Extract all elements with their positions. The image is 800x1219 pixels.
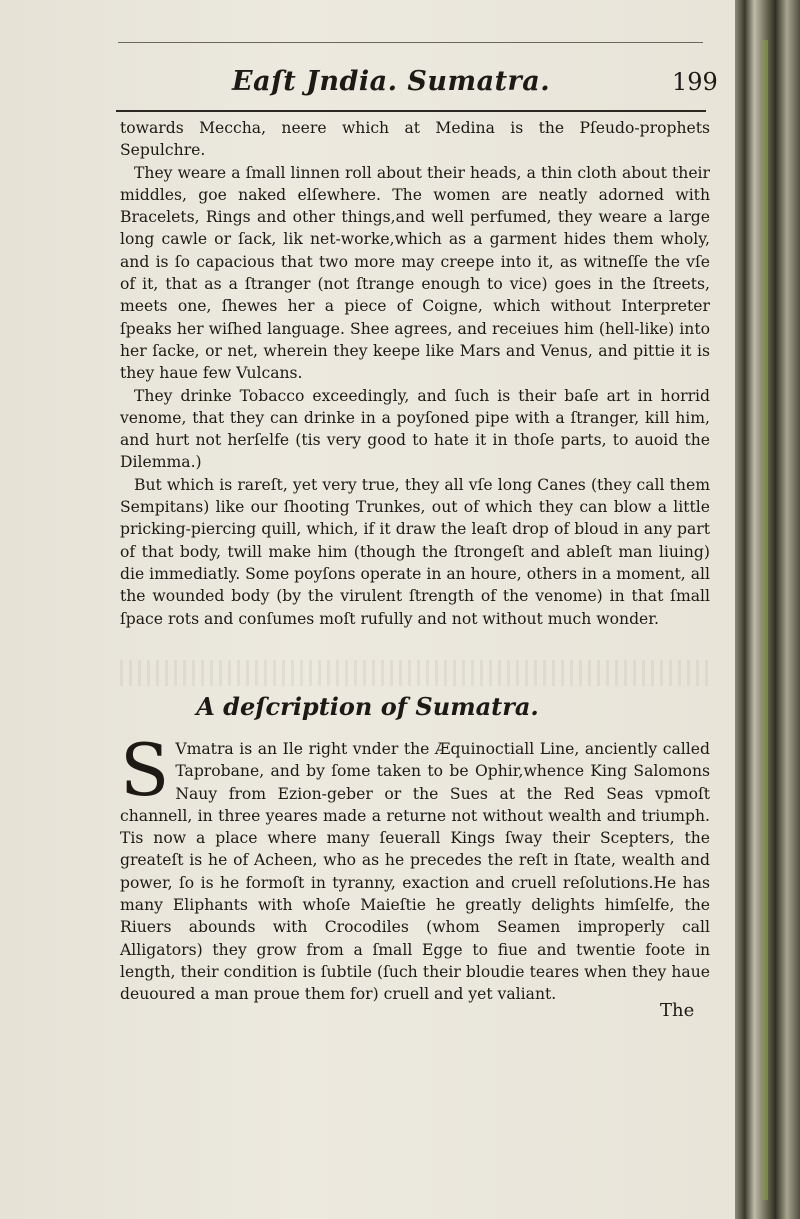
- drop-cap: S: [120, 728, 170, 812]
- top-edge-rule: [118, 42, 703, 43]
- section-paragraph: Vmatra is an Ile right vnder the Æquinoctiall Line, anciently called Taprobane, and by ſome taken to be Ophir,whence King Salomons Nauy from Ezion-geber or the Sues at the Red Seas vpmoſt channell, in three yeares made a returne not without wealth and triumph. Tis now a place where many ſeuerall Kings ſway their Scepters, the greateſt is he of Acheen, who as he precedes the reſt in ſtate, wealth and power, ſo is he formoſt in tyranny, exaction and cruell reſolutions.He has many Eliphants with whoſe Maieſtie he greatly delights himſelfe, the Riuers abounds with Crocodiles (whom Seamen improperly call Alligators) they grow from a ſmall Egge to fiue and twentie foote in length, their condition is ſubtile (ſuch their bloudie teares when they haue deuoured a man proue them for) cruell and yet valiant.: [120, 740, 710, 1004]
- section-text: [120, 728, 710, 1006]
- running-head-title: Eaſt Jndia. Sumatra.: [232, 66, 551, 97]
- paragraph: towards Meccha, neere which at Medina is the Pſeudo-prophets Sepulchre.: [120, 119, 710, 160]
- body-text: [120, 117, 710, 630]
- paragraph: They weare a ſmall linnen roll about their heads, a thin cloth about their middles, goe naked elſewhere. The women are neatly adorned with Bracelets, Rings and other things,and well perfumed, they weare a large long cawle or ſack, lik net-worke,which as a garment hides them wholy, and is ſo capacious that two more may creepe into it, as witneſſe the vſe of it, that as a ſtranger (not ſtrange enough to vice) goes in the ſtreets, meets one, ſhewes her a piece of Coigne, which without Interpreter ſpeaks her wiſhed language. Shee agrees, and receiues him (hell-like) into her ſacke, or net, wherein they keepe like Mars and Venus, and pittie it is they haue few Vulcans.: [120, 163, 710, 383]
- running-head: [0, 66, 735, 106]
- head-rule: [116, 110, 706, 112]
- page-number: 199: [672, 68, 718, 96]
- section-title: A deſcription of Sumatra.: [196, 692, 539, 721]
- paragraph: But which is rareſt, yet very true, they all vſe long Canes (they call them Sempitans) like our ſhooting Trunkes, out of which they can blow a little pricking-piercing quill, which, if it draw the leaſt drop of bloud in any part of that body, twill make him (though the ſtrongeſt and ableſt man liuing) die immediatly. Some poyſons operate in an houre, others in a moment, all the wounded body (by the virulent ſtrength of the venome) in that ſmall ſpace rots and conſumes moſt rufully and not without much wonder.: [120, 475, 710, 628]
- ornament-band: [120, 660, 710, 686]
- gutter-strip: [762, 40, 768, 1200]
- paragraph: They drinke Tobacco exceedingly, and ſuch is their baſe art in horrid venome, that they can drinke in a poyſoned pipe with a ſtranger, kill him, and hurt not herſelfe (tis very good to hate it in thoſe parts, to auoid the Dilemma.): [120, 386, 710, 472]
- catchword: The: [660, 1000, 695, 1021]
